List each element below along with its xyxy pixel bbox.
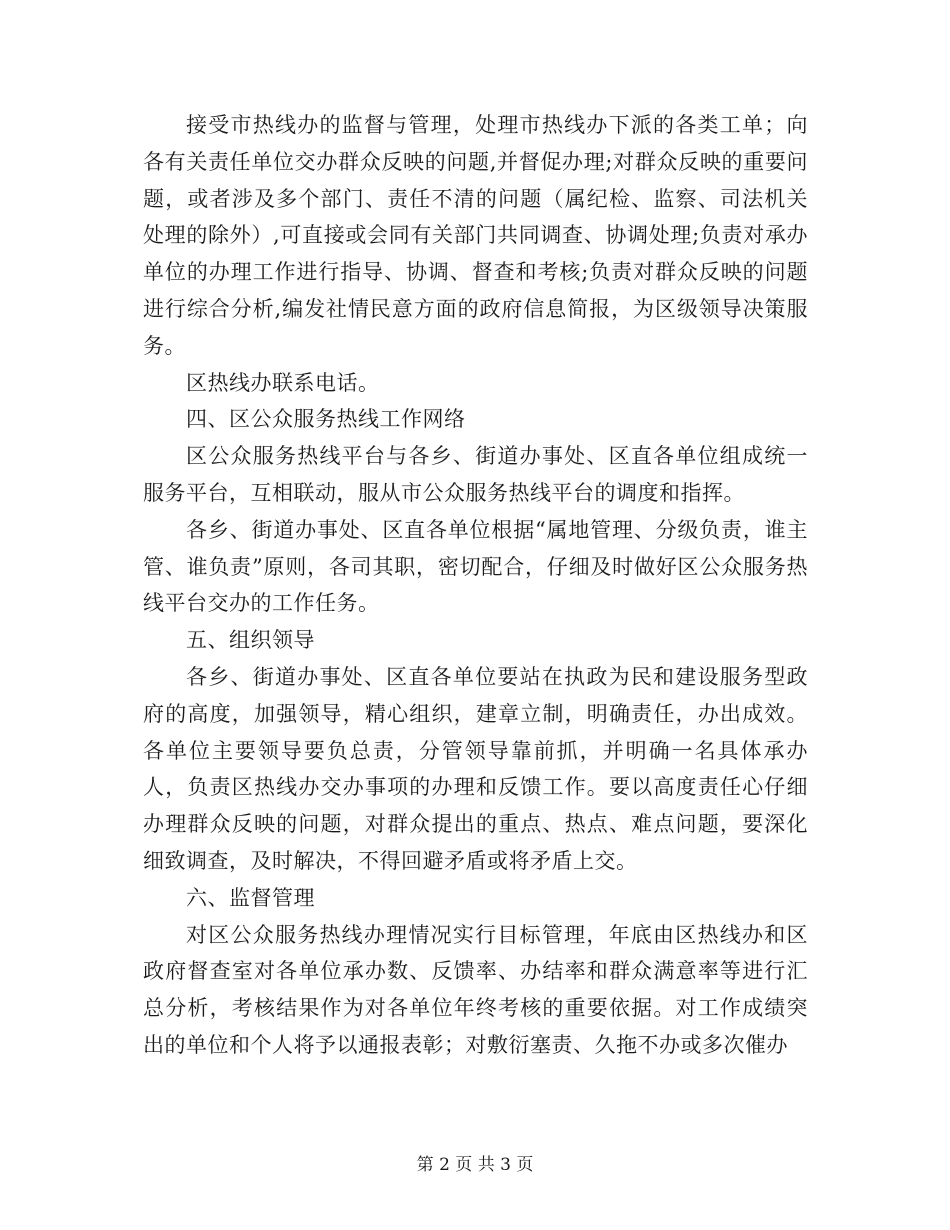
section-heading-supervision: 六、监督管理: [186, 885, 315, 910]
paragraph-hotline-duties: 接受市热线办的监督与管理，处理市热线办下派的各类工单；向各有关责任单位交办群众反映的问题,并督促办理;对群众反映的重要问题，或者涉及多个部门、责任不清的问题（属纪检、监察、司法机关处理的除外）,可直接或会同有关部门共同调查、协调处理;负责对承办单位的办理工作进行指导、协调、督查和考核;负责对群众反映的问题进行综合分析,编发社情民意方面的政府信息简报，为区级领导决策服务。: [143, 113, 808, 358]
paragraph-network-platform: 区公众服务热线平台与各乡、街道办事处、区直各单位组成统一服务平台，互相联动，服从市公众服务热线平台的调度和指挥。: [143, 444, 808, 505]
paragraph-network-principles: 各乡、街道办事处、区直各单位根据“属地管理、分级负责，谁主管、谁负责”原则，各司其职，密切配合，仔细及时做好区公众服务热线平台交办的工作任务。: [143, 517, 808, 616]
document-body: [143, 107, 808, 1064]
page-number: 第 2 页 共 3 页: [416, 1155, 534, 1175]
paragraph-supervision: 对区公众服务热线办理情况实行目标管理，年底由区热线办和区政府督查室对各单位承办数、反馈率、办结率和群众满意率等进行汇总分析，考核结果作为对各单位年终考核的重要依据。对工作成绩突出的单位和个人将予以通报表彰；对敷衍塞责、久拖不办或多次催办: [143, 922, 808, 1057]
section-heading-network: 四、区公众服务热线工作网络: [186, 407, 466, 432]
section-heading-leadership: 五、组织领导: [186, 628, 315, 653]
paragraph-contact-phone: 区热线办联系电话。: [186, 370, 380, 395]
paragraph-leadership: 各乡、街道办事处、区直各单位要站在执政为民和建设服务型政府的高度，加强领导，精心组织，建章立制，明确责任，办出成效。各单位主要领导要负总责，分管领导靠前抓，并明确一名具体承办人，负责区热线办交办事项的办理和反馈工作。要以高度责任心仔细办理群众反映的问题，对群众提出的重点、热点、难点问题，要深化细致调查，及时解决，不得回避矛盾或将矛盾上交。: [143, 664, 808, 873]
